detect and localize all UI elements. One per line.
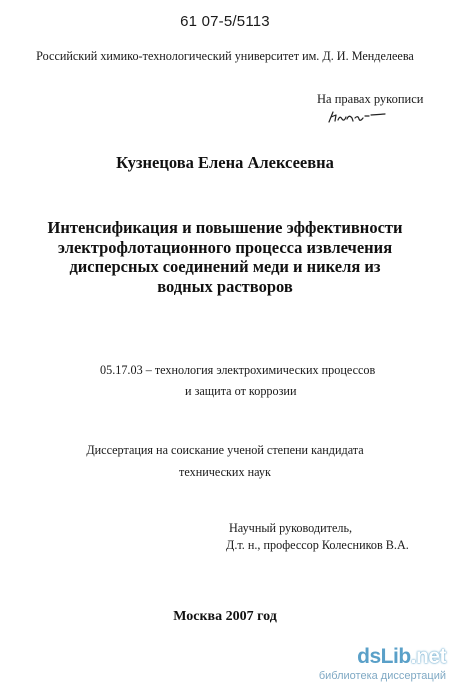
dissertation-title: [40, 218, 410, 296]
specialty-line: 05.17.03 – технология электрохимических процессов: [100, 363, 376, 377]
document-id: 61 07-5/5113: [180, 13, 270, 30]
city-year: Москва 2007 год: [173, 609, 277, 624]
manuscript-rights-label: На правах рукописи: [317, 92, 424, 106]
handwritten-signature: [325, 106, 387, 128]
dslib-logo[interactable]: dsLib.net: [357, 645, 446, 668]
title-line: Интенсификация и повышение эффективности: [47, 218, 403, 237]
title-line: дисперсных соединений меди и никеля из: [69, 257, 381, 276]
scientific-supervisor: [0, 520, 450, 554]
title-line: электрофлотационного процесса извлечения: [57, 237, 393, 257]
specialty-line: и защита от коррозии: [185, 384, 297, 398]
degree-statement: [0, 439, 450, 483]
specialty-code: [60, 360, 400, 402]
degree-line: Диссертация на соискание ученой степени кандидата: [86, 443, 364, 457]
supervisor-name: Д.т. н., профессор Колесников В.А.: [226, 538, 409, 552]
title-line: водных растворов: [157, 276, 293, 296]
degree-line: технических наук: [179, 465, 271, 479]
supervisor-label: Научный руководитель,: [229, 521, 353, 535]
university-name: Российский химико-технологический университет им. Д. И. Менделеева: [36, 49, 414, 63]
dslib-subtitle: библиотека диссертаций: [318, 670, 446, 682]
author-name: Кузнецова Елена Алексеевна: [116, 153, 334, 172]
dslib-watermark[interactable]: [318, 645, 450, 686]
